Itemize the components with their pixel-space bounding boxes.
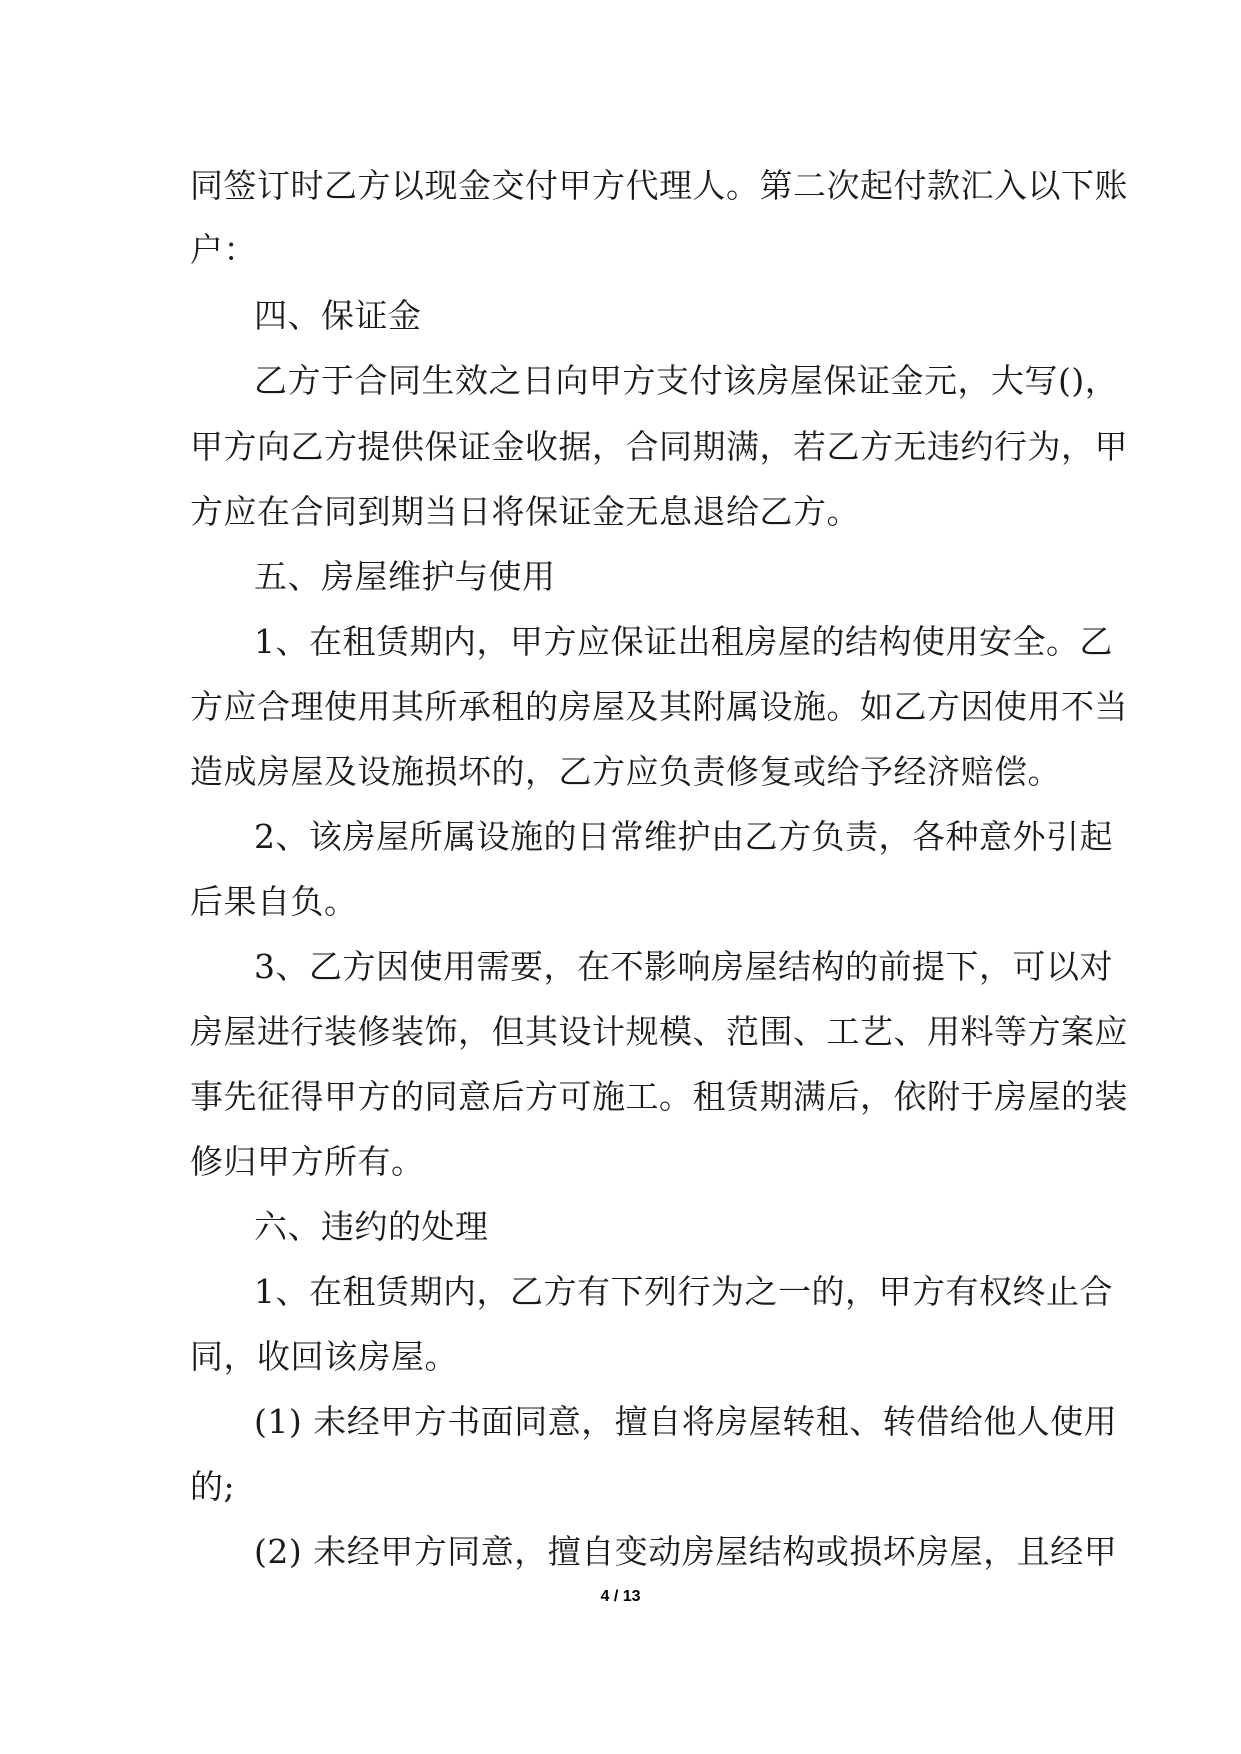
section-heading-maintenance: 五、房屋维护与使用 <box>254 557 556 596</box>
paragraph-line: 2、该房屋所属设施的日常维护由乙方负责，各种意外引起 <box>254 817 1113 856</box>
paragraph-line: 方应合理使用其所承租的房屋及其附属设施。如乙方因使用不当 <box>190 687 1128 726</box>
list-item-line: (1) 未经甲方书面同意，擅自将房屋转租、转借给他人使用 <box>254 1402 1118 1441</box>
paragraph-line: 修归甲方所有。 <box>190 1142 425 1181</box>
list-item-line: (2) 未经甲方同意，擅自变动房屋结构或损坏房屋，且经甲 <box>254 1532 1118 1571</box>
paragraph-line: 户： <box>190 230 257 269</box>
paragraph-line: 事先征得甲方的同意后方可施工。租赁期满后，依附于房屋的装 <box>190 1077 1128 1116</box>
paragraph-line: 房屋进行装修装饰，但其设计规模、范围、工艺、用料等方案应 <box>190 1012 1128 1051</box>
paragraph-line: 方应在合同到期当日将保证金无息退给乙方。 <box>190 492 860 531</box>
paragraph-line: 甲方向乙方提供保证金收据，合同期满，若乙方无违约行为，甲 <box>190 427 1128 466</box>
paragraph-line: 同签订时乙方以现金交付甲方代理人。第二次起付款汇入以下账 <box>190 166 1128 205</box>
page-number: 4 / 13 <box>600 1588 641 1605</box>
paragraph-line: 造成房屋及设施损坏的，乙方应负责修复或给予经济赔偿。 <box>190 752 1061 791</box>
paragraph-line: 后果自负。 <box>190 882 358 921</box>
list-item-line: 的; <box>190 1467 236 1506</box>
section-heading-deposit: 四、保证金 <box>254 296 422 335</box>
paragraph-line: 3、乙方因使用需要，在不影响房屋结构的前提下，可以对 <box>254 947 1113 986</box>
section-heading-breach: 六、违约的处理 <box>254 1207 489 1246</box>
paragraph-line: 乙方于合同生效之日向甲方支付该房屋保证金元，大写()， <box>254 361 1119 400</box>
paragraph-line: 1、在租赁期内，甲方应保证出租房屋的结构使用安全。乙 <box>254 622 1113 661</box>
paragraph-line: 1、在租赁期内，乙方有下列行为之一的，甲方有权终止合 <box>254 1272 1113 1311</box>
paragraph-line: 同，收回该房屋。 <box>190 1337 458 1376</box>
